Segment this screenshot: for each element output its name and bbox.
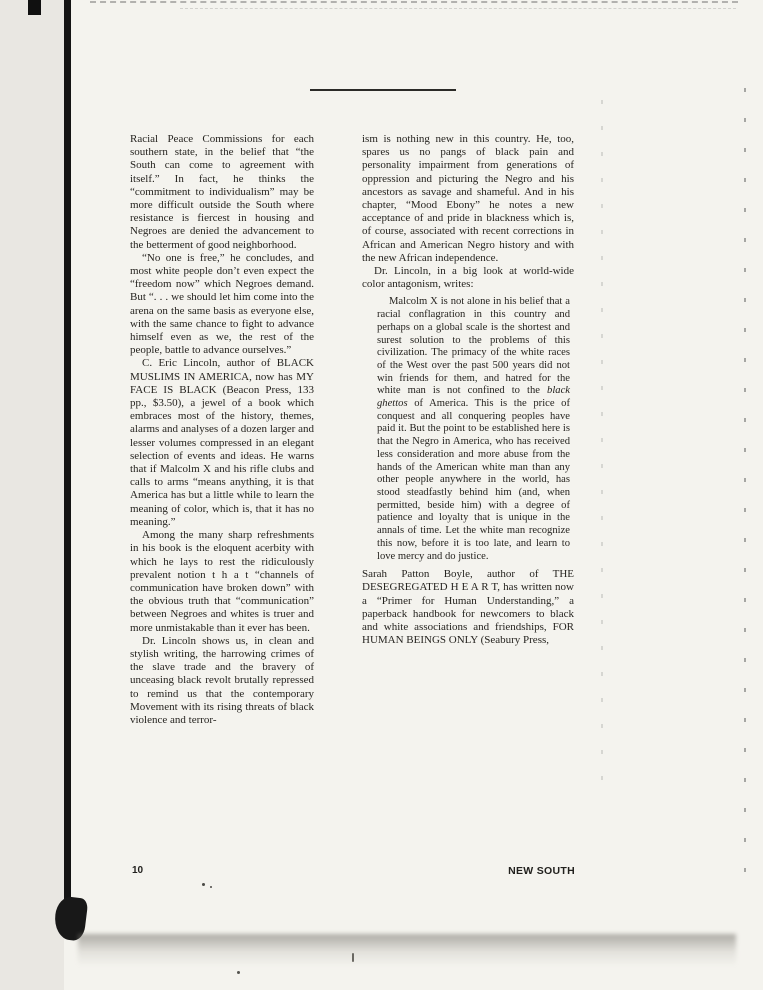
scan-artifact-black-band — [64, 0, 71, 938]
quote-text-part: of America. This is the price of conquest and all conquering peoples have paid it. But the point to be established here is that the Negro in America, who has received less consideration and more abuse from the hands of the American white man than any other people anywhere in the world, has stood steadfastly behind him (and, when permitted, beside him) with a degree of patience and loyalty that is unique in the annals of time. Let the white man recognize this now, before it is too late, and learn to love mercy and do justice. — [377, 398, 570, 562]
block-quote — [377, 296, 570, 563]
paragraph: C. Eric Lincoln, author of BLACK MUSLIMS IN AMERICA, now has MY FACE IS BLACK (Beacon Press, 133 pp., $3.50), a jewel of a book which embraces most of the history, themes, alarms and analyses of a dozen larger and lesser volumes compressed in an elegant selection of events and ideas. He warns that if Malcolm X and his rifle clubs and calls to arms “means anything, it is that America has but a little while to learn the meaning of color, which is, that it has no meaning.” — [130, 357, 314, 528]
paragraph: “No one is free,” he concludes, and most white people don’t even expect the “freedom now” which Negroes demand. But “. . . we should let him come into the arena on the same basis as everyone else, with the same chance to fight to advance himself even as we, the rest of the people, battle to advance ourselves.” — [130, 251, 314, 357]
quote-italic-phrase: black ghettos — [377, 385, 570, 410]
scan-artifact-right-ticks — [744, 88, 746, 880]
scan-artifact-top-dashes — [90, 1, 738, 3]
paragraph: Among the many sharp refreshments in his book is the eloquent acerbity with which he lays to rest the ridiculously prevalent notion t h a t “channels of communication have broken down” with the obvious truth that “communication” between Negroes and whites is truer and more unmistakable than it ever has been. — [130, 529, 314, 634]
paragraph: ism is nothing new in this country. He, too, spares us no pangs of black pain and personality impairment from generations of oppression and picturing the Negro and his ancestors as savage and shameful. And in his chapter, “Mood Ebony” he notes a new acceptance of and pride in blackness which is, of course, associated with recent corrections in African and American Negro history and with the new African independence. — [362, 133, 574, 264]
scan-artifact-top-dashes-2 — [180, 8, 736, 9]
quote-text-part: Malcolm X is not alone in his belief that a racial conflagration in this country and perhaps on a global scale is the shortest and surest solution to the problems of this civilization. The primacy of the white races of the West over the past 500 years did not win friends for them, and hatred for the white man is not confined to the — [377, 296, 570, 397]
scan-speck — [210, 886, 212, 888]
paragraph: Racial Peace Commissions for each southern state, in the belief that “the South can come to agreement with itself.” In fact, he thinks the “commitment to individualism” may be more difficult outside the South where resistance is fiercest in housing and Negroes are denied the advancement to the betterment of good neighborhood. — [130, 133, 314, 251]
left-text-column — [130, 133, 314, 727]
scan-speck — [352, 953, 354, 962]
scan-artifact-corner-mark — [28, 0, 41, 15]
page-number: 10 — [132, 865, 144, 876]
right-text-column — [362, 133, 574, 647]
scan-speck — [202, 883, 205, 886]
scan-left-margin — [0, 0, 64, 990]
paragraph: Dr. Lincoln, in a big look at world-wide color antagonism, writes: — [362, 265, 574, 291]
paragraph: Sarah Patton Boyle, author of THE DESEGREGATED H E A R T, has written now a “Primer for Human Understanding,” a paperback handbook for newcomers to black and white associations and friendships, FOR HUMAN BEINGS ONLY (Seabury Press, — [362, 568, 574, 647]
scan-artifact-margin-ticks — [601, 100, 603, 780]
section-divider-rule — [310, 89, 456, 91]
scan-speck — [237, 971, 240, 974]
journal-name: NEW SOUTH — [508, 865, 575, 877]
scan-artifact-page-shadow — [78, 934, 736, 966]
paragraph: Dr. Lincoln shows us, in clean and stylish writing, the harrowing crimes of the slave trade and the bravery of unceasing black revolt brutally repressed to remind us that the contemporary Movement with its rising threats of black violence and terror- — [130, 634, 314, 726]
